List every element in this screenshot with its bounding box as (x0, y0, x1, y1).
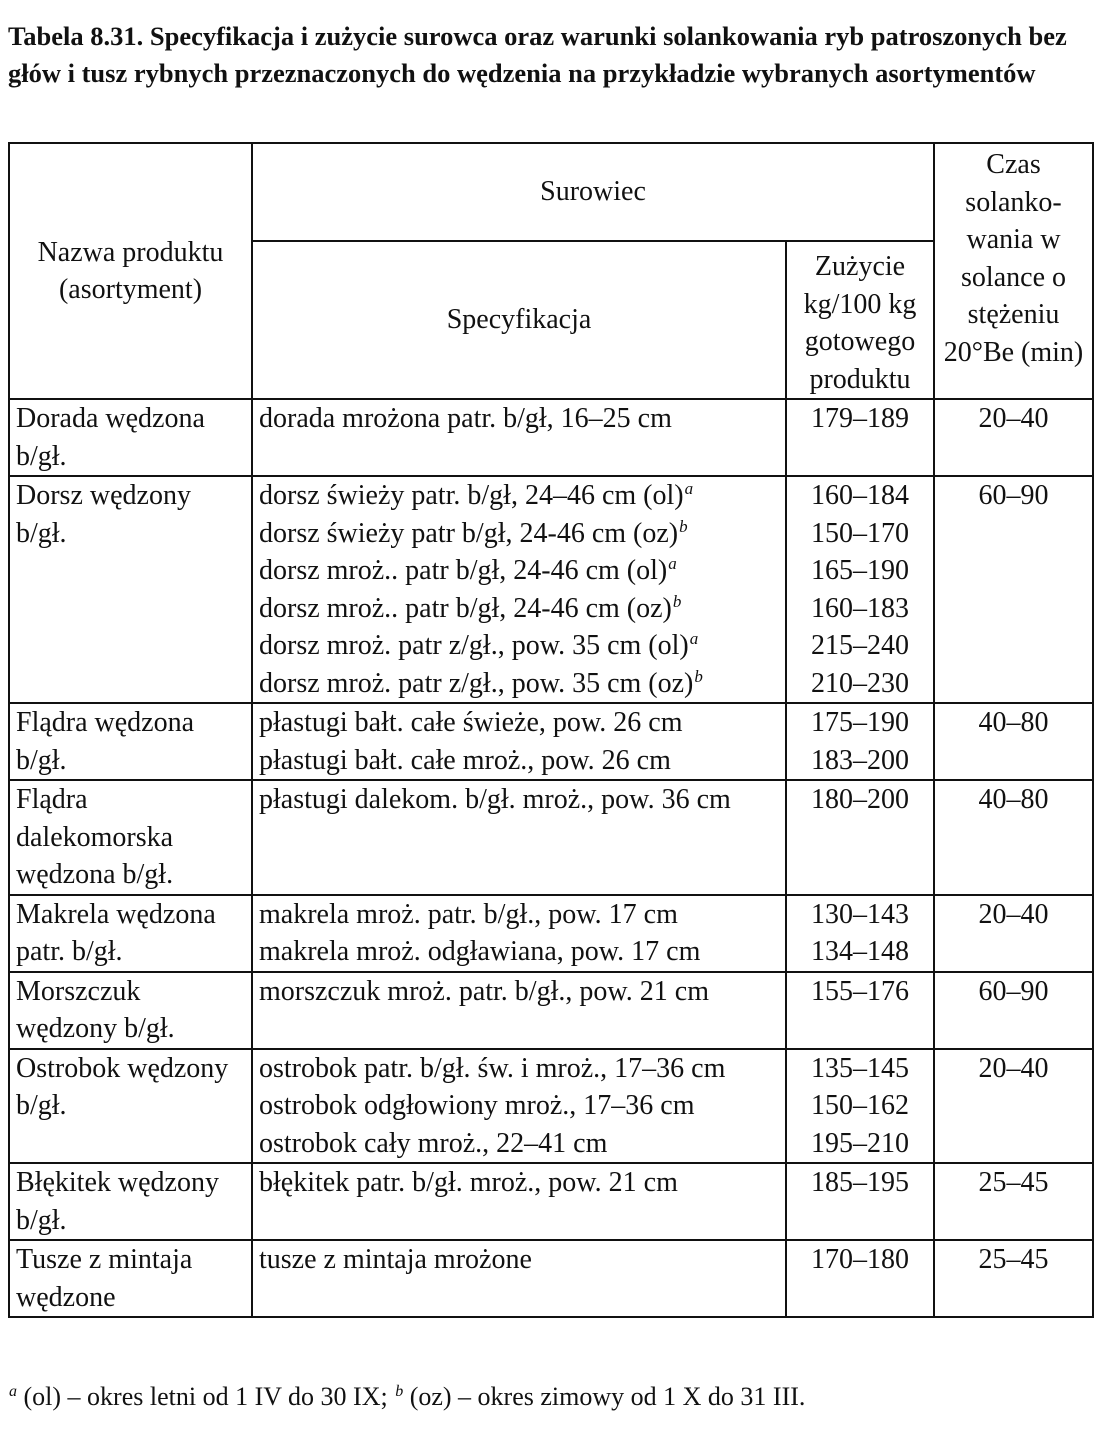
footnote-marker: a (684, 479, 694, 498)
header-zuzycie: Zużycie kg/100 kg gotowego produktu (786, 241, 934, 399)
spec-cell (252, 1240, 786, 1317)
consumption-value: 215–240 (811, 630, 909, 661)
spec-text: tusze z mintaja mrożone (259, 1244, 532, 1275)
consumption-cell (786, 972, 934, 1049)
spec-table (8, 142, 1094, 1318)
spec-cell (252, 476, 786, 703)
brine-time: 40–80 (934, 780, 1093, 895)
table-header (9, 143, 1093, 399)
spec-text: dorsz świeży patr b/gł, 24-46 cm (oz) (259, 517, 679, 549)
footnote-a-mark: a (9, 1383, 17, 1400)
consumption-cell (786, 1049, 934, 1164)
spec-line (259, 1125, 779, 1163)
consumption-value: 160–184 (811, 480, 909, 511)
consumption-value: 135–145 (811, 1052, 909, 1084)
spec-line (259, 1164, 779, 1202)
spec-text: ostrobok odgłowiony mroż., 17–36 cm (259, 1090, 695, 1121)
footnote-marker: b (679, 516, 688, 536)
brine-time: 20–40 (934, 895, 1093, 972)
consumption-value: 175–190 (811, 707, 909, 738)
spec-line (259, 665, 779, 703)
spec-text: dorsz mroż.. patr b/gł, 24-46 cm (ol) (259, 555, 668, 586)
brine-time: 25–45 (934, 1163, 1093, 1240)
spec-line (259, 704, 779, 742)
consumption-value: 183–200 (811, 744, 909, 776)
table-row (9, 1240, 1093, 1317)
spec-line (259, 1241, 779, 1279)
table-row (9, 703, 1093, 780)
consumption-value: 170–180 (811, 1244, 909, 1275)
footnote-marker: b (694, 666, 703, 686)
spec-cell (252, 1163, 786, 1240)
consumption-value: 134–148 (811, 936, 909, 967)
consumption-cell (786, 476, 934, 703)
table-row (9, 895, 1093, 972)
brine-time: 20–40 (934, 399, 1093, 476)
header-czas: Czas solanko-wania w solance o stężeniu 20°Be (min) (934, 143, 1093, 399)
consumption-cell (786, 1163, 934, 1240)
brine-time: 60–90 (934, 476, 1093, 703)
spec-line (259, 552, 779, 590)
consumption-cell (786, 1240, 934, 1317)
table-row (9, 780, 1093, 895)
spec-text: błękitek patr. b/gł. mroż., pow. 21 cm (259, 1167, 678, 1198)
header-surowiec: Surowiec (252, 143, 934, 241)
spec-line (259, 400, 779, 438)
product-name: Dorsz wędzony b/gł. (9, 476, 252, 703)
spec-line (259, 1050, 779, 1088)
consumption-value: 160–183 (811, 592, 909, 624)
spec-text: dorsz świeży patr. b/gł, 24–46 cm (ol) (259, 480, 684, 511)
brine-time: 20–40 (934, 1049, 1093, 1164)
spec-text: dorsz mroż. patr z/gł., pow. 35 cm (oz) (259, 667, 694, 699)
brine-time: 25–45 (934, 1240, 1093, 1317)
consumption-value: 165–190 (811, 555, 909, 586)
consumption-value: 150–170 (811, 517, 909, 549)
spec-text: dorada mrożona patr. b/gł, 16–25 cm (259, 403, 672, 434)
spec-cell (252, 703, 786, 780)
spec-cell (252, 780, 786, 895)
spec-text: dorsz mroż. patr z/gł., pow. 35 cm (ol) (259, 630, 689, 661)
table-row (9, 1049, 1093, 1164)
table-title: Tabela 8.31. Specyfikacja i zużycie surowca oraz warunki solankowania ryb patroszonych bez głów i tusz rybnych przeznaczonych do wędzenia na przykładzie wybranych asortymentów (8, 21, 1067, 88)
footnote (8, 1380, 1093, 1414)
spec-line (259, 973, 779, 1011)
consumption-cell (786, 703, 934, 780)
consumption-value: 155–176 (811, 975, 909, 1007)
product-name: Morszczuk wędzony b/gł. (9, 972, 252, 1049)
spec-text: płastugi dalekom. b/gł. mroż., pow. 36 cm (259, 784, 731, 815)
spec-line (259, 1087, 779, 1125)
spec-text: płastugi bałt. całe mroż., pow. 26 cm (259, 744, 671, 776)
footnote-b-text: (oz) – okres zimowy od 1 X do 31 III. (403, 1382, 806, 1411)
consumption-cell (786, 399, 934, 476)
spec-line (259, 627, 779, 665)
table-row (9, 476, 1093, 703)
spec-line (259, 590, 779, 628)
consumption-value: 130–143 (811, 898, 909, 930)
spec-text: dorsz mroż.. patr b/gł, 24-46 cm (oz) (259, 592, 672, 624)
product-name: Błękitek wędzony b/gł. (9, 1163, 252, 1240)
consumption-value: 195–210 (811, 1127, 909, 1159)
spec-text: ostrobok cały mroż., 22–41 cm (259, 1127, 608, 1159)
brine-time: 40–80 (934, 703, 1093, 780)
spec-text: morszczuk mroż. patr. b/gł., pow. 21 cm (259, 975, 709, 1007)
spec-line (259, 477, 779, 515)
consumption-cell (786, 780, 934, 895)
spec-line (259, 933, 779, 971)
spec-line (259, 896, 779, 934)
spec-text: ostrobok patr. b/gł. św. i mroż., 17–36 cm (259, 1052, 726, 1084)
product-name: Dorada wędzona b/gł. (9, 399, 252, 476)
table-body (9, 399, 1093, 1317)
spec-line (259, 515, 779, 553)
table-row (9, 399, 1093, 476)
product-name: Flądra dalekomorska wędzona b/gł. (9, 780, 252, 895)
consumption-value: 179–189 (811, 403, 909, 434)
footnote-marker: a (689, 629, 699, 648)
consumption-value: 150–162 (811, 1090, 909, 1121)
spec-line (259, 742, 779, 780)
product-name: Flądra wędzona b/gł. (9, 703, 252, 780)
consumption-cell (786, 895, 934, 972)
spec-cell (252, 399, 786, 476)
table-row (9, 1163, 1093, 1240)
spec-text: płastugi bałt. całe świeże, pow. 26 cm (259, 707, 683, 738)
consumption-value: 210–230 (811, 667, 909, 699)
footnote-b-mark: b (395, 1383, 404, 1400)
spec-text: makrela mroż. odgławiana, pow. 17 cm (259, 936, 701, 967)
spec-cell (252, 1049, 786, 1164)
header-name: Nazwa produktu (asortyment) (9, 143, 252, 399)
spec-cell (252, 972, 786, 1049)
consumption-value: 180–200 (811, 784, 909, 815)
product-name: Makrela wędzona patr. b/gł. (9, 895, 252, 972)
brine-time: 60–90 (934, 972, 1093, 1049)
spec-text: makrela mroż. patr. b/gł., pow. 17 cm (259, 898, 678, 930)
product-name: Ostrobok wędzony b/gł. (9, 1049, 252, 1164)
spec-line (259, 781, 779, 819)
spec-cell (252, 895, 786, 972)
table-row (9, 972, 1093, 1049)
footnote-marker: b (672, 591, 682, 611)
header-specyfikacja: Specyfikacja (252, 241, 786, 399)
footnote-marker: a (668, 554, 677, 573)
footnote-a-text: (ol) – okres letni od 1 IV do 30 IX; (17, 1382, 395, 1411)
consumption-value: 185–195 (811, 1167, 909, 1198)
product-name: Tusze z mintaja wędzone (9, 1240, 252, 1317)
